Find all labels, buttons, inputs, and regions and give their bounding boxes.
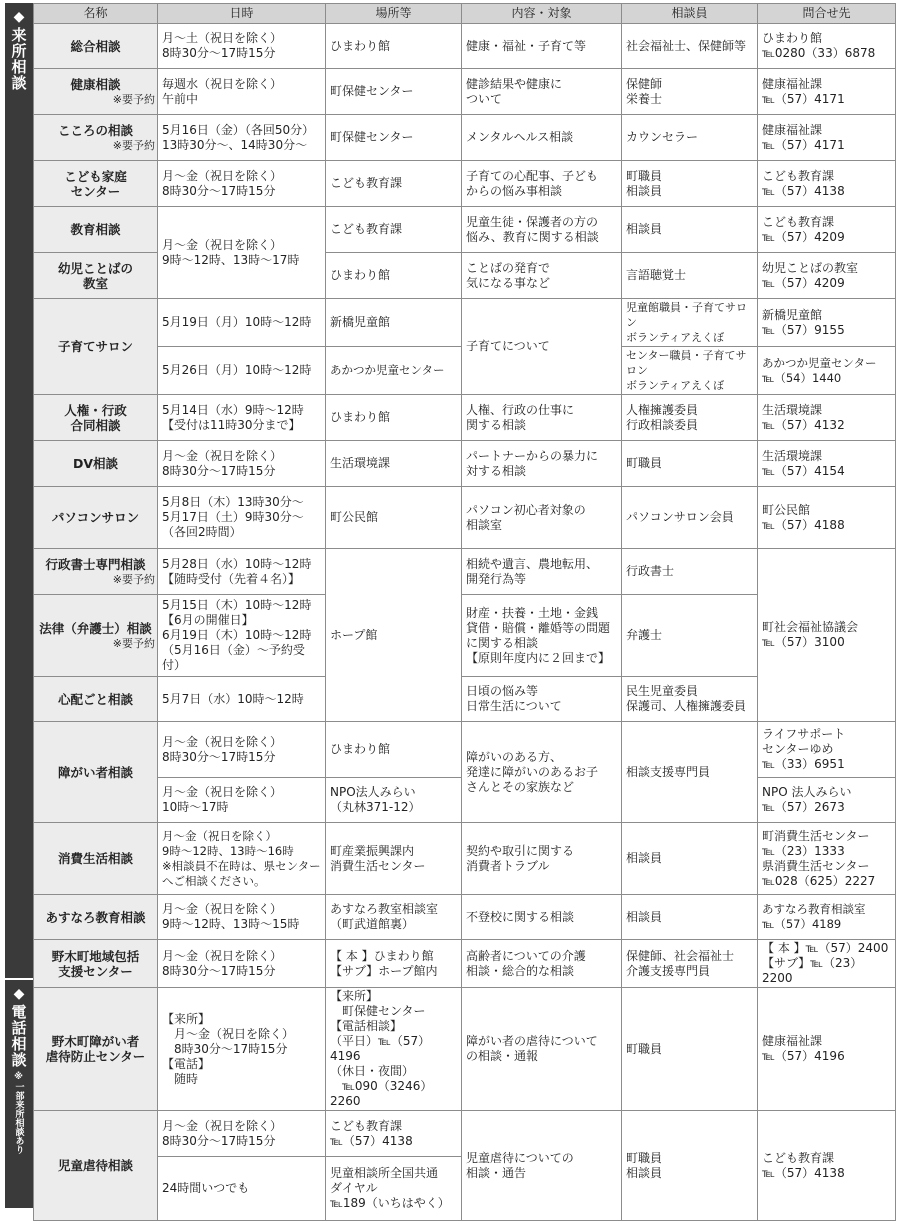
row-contact: 幼児ことばの教室 ℡（57）4209 bbox=[758, 253, 896, 299]
table-row bbox=[34, 69, 896, 115]
row-contact: 新橋児童館 ℡（57）9155 bbox=[758, 299, 896, 347]
table-row bbox=[34, 988, 896, 1111]
row-contact: こども教育課 ℡（57）4209 bbox=[758, 207, 896, 253]
row-name: 障がい者相談 bbox=[34, 722, 158, 823]
row-place: あすなろ教室相談室 （町武道館裏） bbox=[326, 895, 462, 940]
row-contact: 生活環境課 ℡（57）4132 bbox=[758, 395, 896, 441]
row-staff: センター職員・子育てサロン ボランティアえくぼ bbox=[622, 347, 758, 395]
table-row bbox=[34, 299, 896, 347]
row-content: 障がいのある方、 発達に障がいのあるお子 さんとその家族など bbox=[462, 722, 622, 823]
row-contact: 【 本 】℡（57）2400 【サブ】℡（23）2200 bbox=[758, 940, 896, 988]
row-name: 教育相談 bbox=[34, 207, 158, 253]
consultation-table bbox=[33, 3, 896, 1221]
row-place: 【 本 】ひまわり館 【サブ】ホープ館内 bbox=[326, 940, 462, 988]
row-date: 月～土（祝日を除く） 8時30分～17時15分 bbox=[158, 24, 326, 69]
row-contact: あすなろ教育相談室 ℡（57）4189 bbox=[758, 895, 896, 940]
visit-section-title: 来所相談 bbox=[9, 27, 28, 91]
row-staff: 町職員 相談員 bbox=[622, 161, 758, 207]
row-date: 5月26日（月）10時～12時 bbox=[158, 347, 326, 395]
row-date: 月～金（祝日を除く） 8時30分～17時15分 bbox=[158, 940, 326, 988]
row-date: 月～金（祝日を除く） 9時～12時、13時～17時 bbox=[158, 207, 326, 299]
row-date: 5月28日（水）10時～12時 【随時受付（先着４名）】 bbox=[158, 549, 326, 595]
row-content: 健康・福祉・子育て等 bbox=[462, 24, 622, 69]
row-contact: 生活環境課 ℡（57）4154 bbox=[758, 441, 896, 487]
row-place: 町保健センター bbox=[326, 69, 462, 115]
row-place: 【来所】 町保健センター 【電話相談】 （平日）℡（57）4196 （休日・夜間） ℡090（3246）2260 bbox=[326, 988, 462, 1111]
row-date: 24時間いつでも bbox=[158, 1157, 326, 1221]
row-date: 月～金（祝日を除く） 8時30分～17時15分 bbox=[158, 722, 326, 778]
row-place: ひまわり館 bbox=[326, 722, 462, 778]
row-date: 月～金（祝日を除く） 8時30分～17時15分 bbox=[158, 441, 326, 487]
row-place: こども教育課 bbox=[326, 161, 462, 207]
row-content: 人権、行政の仕事に 関する相談 bbox=[462, 395, 622, 441]
row-content: 財産・扶養・土地・金銭 貸借・賠償・離婚等の問題 に関する相談 【原則年度内に２回まで】 bbox=[462, 595, 622, 677]
row-content: 子育てについて bbox=[462, 299, 622, 395]
row-date: 5月19日（月）10時～12時 bbox=[158, 299, 326, 347]
row-name: こども家庭 センター bbox=[34, 161, 158, 207]
row-place: 新橋児童館 bbox=[326, 299, 462, 347]
table-row bbox=[34, 24, 896, 69]
row-date: 毎週水（祝日を除く） 午前中 bbox=[158, 69, 326, 115]
header-staff: 相談員 bbox=[622, 4, 758, 24]
row-place: 町公民館 bbox=[326, 487, 462, 549]
row-name: 人権・行政 合同相談 bbox=[34, 395, 158, 441]
row-staff: 行政書士 bbox=[622, 549, 758, 595]
row-place: ひまわり館 bbox=[326, 395, 462, 441]
row-contact: 健康福祉課 ℡（57）4171 bbox=[758, 69, 896, 115]
row-content: 高齢者についての介護 相談・総合的な相談 bbox=[462, 940, 622, 988]
row-staff: カウンセラー bbox=[622, 115, 758, 161]
row-contact: こども教育課 ℡（57）4138 bbox=[758, 1111, 896, 1221]
row-date: 5月14日（水）9時～12時 【受付は11時30分まで】 bbox=[158, 395, 326, 441]
row-name: 野木町障がい者 虐待防止センター bbox=[34, 988, 158, 1111]
row-content: 児童虐待についての 相談・通告 bbox=[462, 1111, 622, 1221]
row-name: 消費生活相談 bbox=[34, 823, 158, 895]
row-place: 生活環境課 bbox=[326, 441, 462, 487]
table-row bbox=[34, 487, 896, 549]
row-name: 行政書士専門相談 ※要予約 bbox=[34, 549, 158, 595]
row-staff: 弁護士 bbox=[622, 595, 758, 677]
row-contact: 町消費生活センター ℡（23）1333 県消費生活センター ℡028（625）2227 bbox=[758, 823, 896, 895]
table-row bbox=[34, 549, 896, 595]
row-content: メンタルヘルス相談 bbox=[462, 115, 622, 161]
row-staff: 相談員 bbox=[622, 823, 758, 895]
row-date: 月～金（祝日を除く） 9時～12時、13時～16時 ※相談員不在時は、県センター へご相談ください。 bbox=[158, 823, 326, 895]
row-contact: 町社会福祉協議会 ℡（57）3100 bbox=[758, 549, 896, 722]
phone-section-label bbox=[5, 980, 33, 1208]
table-row bbox=[34, 722, 896, 778]
row-place: こども教育課 ℡（57）4138 bbox=[326, 1111, 462, 1157]
row-name: 児童虐待相談 bbox=[34, 1111, 158, 1221]
table-row bbox=[34, 441, 896, 487]
row-staff: 町職員 相談員 bbox=[622, 1111, 758, 1221]
row-name: パソコンサロン bbox=[34, 487, 158, 549]
row-staff: 児童館職員・子育てサロン ボランティアえくぼ bbox=[622, 299, 758, 347]
row-staff: 相談支援専門員 bbox=[622, 722, 758, 823]
header-content: 内容・対象 bbox=[462, 4, 622, 24]
row-content: 不登校に関する相談 bbox=[462, 895, 622, 940]
row-place: ホープ館 bbox=[326, 549, 462, 722]
row-contact: 健康福祉課 ℡（57）4196 bbox=[758, 988, 896, 1111]
row-content: 相続や遺言、農地転用、 開発行為等 bbox=[462, 549, 622, 595]
row-contact: 町公民館 ℡（57）4188 bbox=[758, 487, 896, 549]
row-content: パソコン初心者対象の 相談室 bbox=[462, 487, 622, 549]
row-contact: 健康福祉課 ℡（57）4171 bbox=[758, 115, 896, 161]
row-contact: ライフサポート センターゆめ ℡（33）6951 bbox=[758, 722, 896, 778]
row-place: ひまわり館 bbox=[326, 24, 462, 69]
row-staff: 人権擁護委員 行政相談委員 bbox=[622, 395, 758, 441]
table-row bbox=[34, 207, 896, 253]
header-name: 名称 bbox=[34, 4, 158, 24]
row-date: 5月15日（木）10時～12時 【6月の開催日】 6月19日（木）10時～12時 （5月16日（金）～予約受付） bbox=[158, 595, 326, 677]
row-staff: 保健師 栄養士 bbox=[622, 69, 758, 115]
row-place: NPO法人みらい （丸林371-12） bbox=[326, 778, 462, 823]
row-staff: 社会福祉士、保健師等 bbox=[622, 24, 758, 69]
row-staff: 保健師、社会福祉士 介護支援専門員 bbox=[622, 940, 758, 988]
row-contact: こども教育課 ℡（57）4138 bbox=[758, 161, 896, 207]
diamond-icon: ◆ bbox=[13, 986, 25, 1002]
row-name: 子育てサロン bbox=[34, 299, 158, 395]
row-staff: 町職員 bbox=[622, 441, 758, 487]
row-content: ことばの発育で 気になる事など bbox=[462, 253, 622, 299]
row-staff: 民生児童委員 保護司、人権擁護委員 bbox=[622, 677, 758, 722]
row-staff: 相談員 bbox=[622, 895, 758, 940]
visit-section-label bbox=[5, 3, 33, 978]
row-date: 月～金（祝日を除く） 9時～12時、13時～15時 bbox=[158, 895, 326, 940]
row-date: 5月16日（金）（各回50分） 13時30分～、14時30分～ bbox=[158, 115, 326, 161]
row-name: 総合相談 bbox=[34, 24, 158, 69]
row-date: 【来所】 月～金（祝日を除く） 8時30分～17時15分 【電話】 随時 bbox=[158, 988, 326, 1111]
row-name: 健康相談 ※要予約 bbox=[34, 69, 158, 115]
row-content: パートナーからの暴力に 対する相談 bbox=[462, 441, 622, 487]
row-staff: 相談員 bbox=[622, 207, 758, 253]
table-row bbox=[34, 823, 896, 895]
row-date: 月～金（祝日を除く） 8時30分～17時15分 bbox=[158, 1111, 326, 1157]
row-place: こども教育課 bbox=[326, 207, 462, 253]
row-place: あかつか児童センター bbox=[326, 347, 462, 395]
row-date: 月～金（祝日を除く） 10時～17時 bbox=[158, 778, 326, 823]
phone-section-title: 電話相談 bbox=[9, 1004, 28, 1068]
row-contact: NPO 法人みらい ℡（57）2673 bbox=[758, 778, 896, 823]
row-content: 健診結果や健康に ついて bbox=[462, 69, 622, 115]
table-row bbox=[34, 395, 896, 441]
row-name: 心配ごと相談 bbox=[34, 677, 158, 722]
table-row bbox=[34, 1111, 896, 1157]
row-content: 児童生徒・保護者の方の 悩み、教育に関する相談 bbox=[462, 207, 622, 253]
row-name: 幼児ことばの 教室 bbox=[34, 253, 158, 299]
header-place: 場所等 bbox=[326, 4, 462, 24]
row-staff: 言語聴覚士 bbox=[622, 253, 758, 299]
header-date: 日時 bbox=[158, 4, 326, 24]
row-content: 障がい者の虐待について の相談・通報 bbox=[462, 988, 622, 1111]
row-contact: あかつか児童センター ℡（54）1440 bbox=[758, 347, 896, 395]
table-row bbox=[34, 940, 896, 988]
row-staff: 町職員 bbox=[622, 988, 758, 1111]
row-place: 児童相談所全国共通 ダイヤル ℡189（いちはやく） bbox=[326, 1157, 462, 1221]
table-row bbox=[34, 161, 896, 207]
row-content: 契約や取引に関する 消費者トラブル bbox=[462, 823, 622, 895]
row-staff: パソコンサロン会員 bbox=[622, 487, 758, 549]
row-name: 野木町地域包括 支援センター bbox=[34, 940, 158, 988]
row-place: ひまわり館 bbox=[326, 253, 462, 299]
row-place: 町産業振興課内 消費生活センター bbox=[326, 823, 462, 895]
header-contact: 問合せ先 bbox=[758, 4, 896, 24]
table-row bbox=[34, 895, 896, 940]
table-row bbox=[34, 115, 896, 161]
phone-section-note: ※一部来所相談あり bbox=[13, 1072, 24, 1154]
row-name: DV相談 bbox=[34, 441, 158, 487]
diamond-icon: ◆ bbox=[13, 9, 25, 25]
row-place: 町保健センター bbox=[326, 115, 462, 161]
row-date: 5月7日（水）10時～12時 bbox=[158, 677, 326, 722]
row-name: 法律（弁護士）相談 ※要予約 bbox=[34, 595, 158, 677]
row-date: 月～金（祝日を除く） 8時30分～17時15分 bbox=[158, 161, 326, 207]
row-name: あすなろ教育相談 bbox=[34, 895, 158, 940]
row-name: こころの相談 ※要予約 bbox=[34, 115, 158, 161]
row-date: 5月8日（木）13時30分～ 5月17日（土）9時30分～ （各回2時間） bbox=[158, 487, 326, 549]
row-content: 子育ての心配事、子ども からの悩み事相談 bbox=[462, 161, 622, 207]
row-contact: ひまわり館 ℡0280（33）6878 bbox=[758, 24, 896, 69]
table-header-row bbox=[34, 4, 896, 24]
row-content: 日頃の悩み等 日常生活について bbox=[462, 677, 622, 722]
